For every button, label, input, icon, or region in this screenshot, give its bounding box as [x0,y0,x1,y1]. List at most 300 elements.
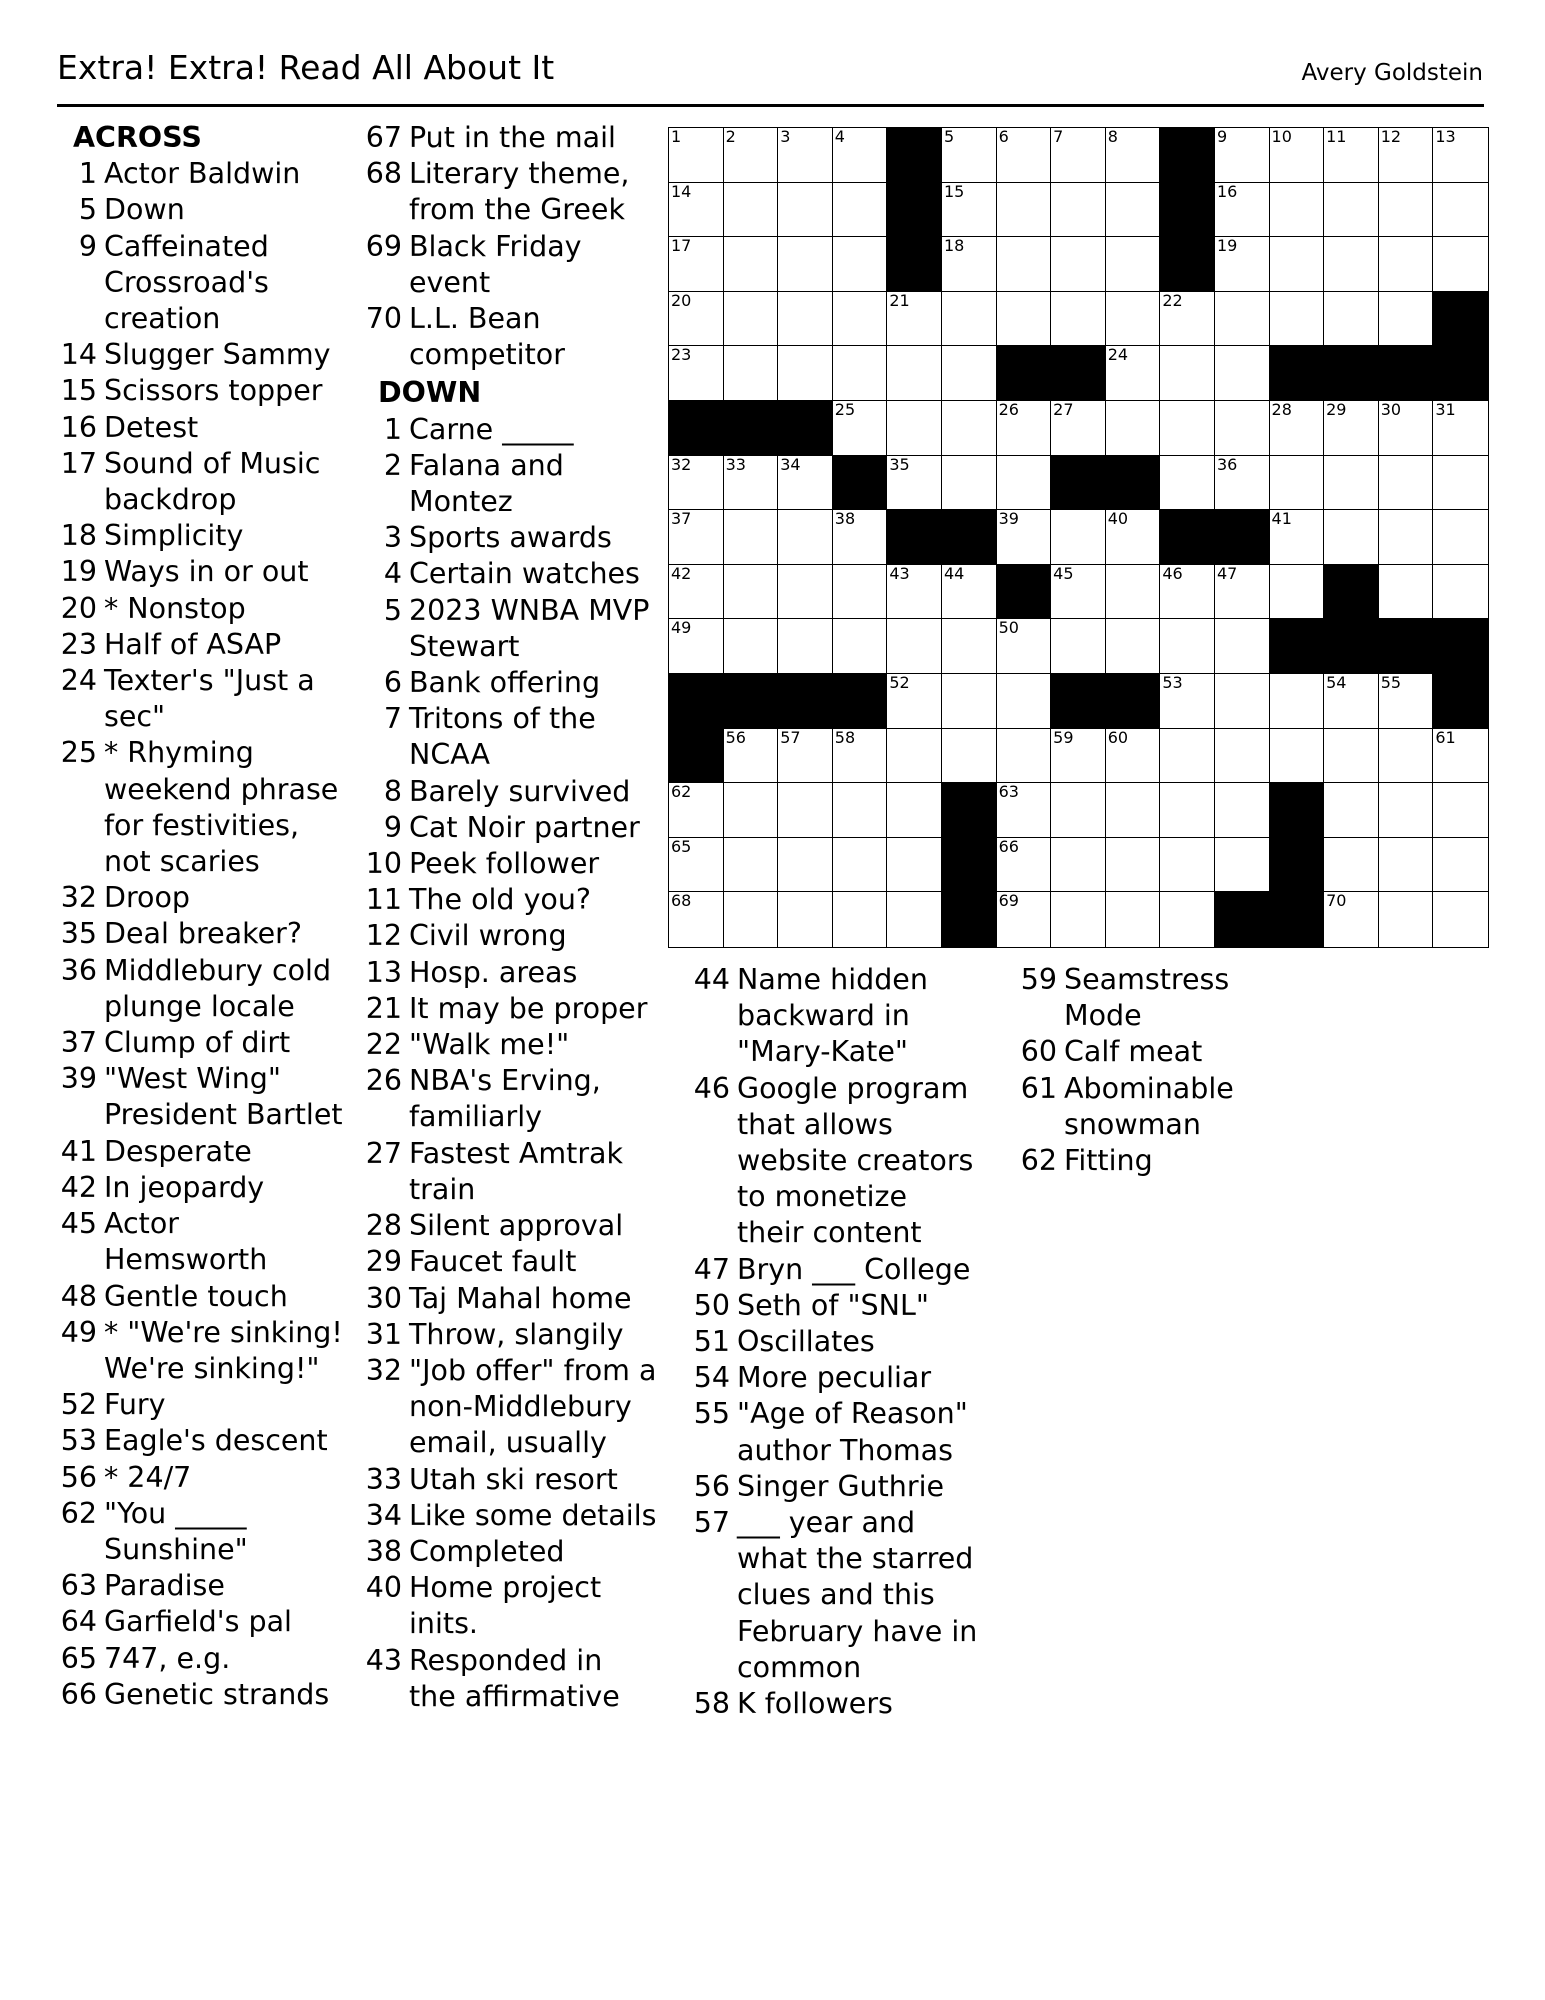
grid-cell[interactable] [778,128,833,183]
across-clue[interactable] [57,1134,347,1170]
down-clue[interactable] [362,882,657,918]
grid-cell[interactable] [1106,565,1161,620]
across-clue[interactable] [57,663,347,735]
down-clue[interactable] [690,1324,980,1360]
clue-text: Cat Noir partner [409,810,640,844]
black-square [1270,838,1325,893]
grid-cell[interactable] [1215,292,1270,347]
grid-cell[interactable] [997,783,1052,838]
grid-cell[interactable] [887,838,942,893]
grid-cell[interactable] [1051,892,1106,947]
down-clue[interactable] [362,1570,657,1642]
grid-cell[interactable] [1051,237,1106,292]
grid-cell[interactable] [1051,729,1106,784]
down-clue[interactable] [362,1027,657,1063]
grid-cell[interactable] [1215,346,1270,401]
grid-cell[interactable] [833,128,888,183]
grid-cell[interactable] [1324,510,1379,565]
grid-cell[interactable] [1270,510,1325,565]
down-clue[interactable] [362,1244,657,1280]
grid-cell[interactable] [833,401,888,456]
across-clue[interactable] [57,192,347,228]
grid-cell[interactable] [833,838,888,893]
grid-cell[interactable] [997,729,1052,784]
across-clue[interactable] [57,1061,347,1133]
down-clue[interactable] [362,520,657,556]
across-clue[interactable] [57,953,347,1025]
across-clue[interactable] [57,229,347,338]
down-clue[interactable] [362,1498,657,1534]
clue-number: 28 [365,1209,402,1243]
grid-cell[interactable] [1379,510,1434,565]
down-clue[interactable] [362,1136,657,1208]
clue-text: ___ year and what the starred clues and this February have in common [737,1506,978,1684]
black-square [942,838,997,893]
crossword-grid [668,127,1489,948]
clue-text: It may be proper [409,991,648,1025]
grid-cell[interactable] [1215,456,1270,511]
across-clue[interactable] [57,1170,347,1206]
grid-cell[interactable] [1215,838,1270,893]
grid-cell[interactable] [887,783,942,838]
clue-text: Seth of "SNL" [737,1288,929,1322]
grid-cell[interactable] [724,510,779,565]
across-clue[interactable] [57,591,347,627]
cell-number: 9 [1216,127,1228,146]
grid-cell[interactable] [1215,401,1270,456]
across-clue[interactable] [57,373,347,409]
grid-cell[interactable] [778,783,833,838]
clue-number: 42 [60,1170,97,1204]
grid-cell[interactable] [669,838,724,893]
down-clue[interactable] [362,1281,657,1317]
down-clue[interactable] [690,1360,980,1396]
black-square [1215,892,1270,947]
clue-number: 4 [383,557,402,591]
grid-cell[interactable] [1379,401,1434,456]
cell-number: 69 [998,891,1019,911]
grid-cell[interactable] [1379,183,1434,238]
grid-cell[interactable] [778,237,833,292]
grid-cell[interactable] [1433,456,1488,511]
down-clue[interactable] [1017,1143,1307,1179]
clue-text: Black Friday event [409,229,582,299]
grid-cell[interactable] [1106,892,1161,947]
grid-cell[interactable] [778,510,833,565]
grid-cell[interactable] [1324,892,1379,947]
grid-cell[interactable] [1215,183,1270,238]
grid-cell[interactable] [997,401,1052,456]
grid-cell[interactable] [1106,510,1161,565]
across-clue[interactable] [57,1279,347,1315]
grid-cell[interactable] [1270,183,1325,238]
down-clue[interactable] [362,556,657,592]
grid-cell[interactable] [997,619,1052,674]
grid-cell[interactable] [1160,565,1215,620]
grid-cell[interactable] [669,565,724,620]
across-clue[interactable] [57,1641,347,1677]
down-clue[interactable] [1017,1034,1307,1070]
grid-cell[interactable] [887,346,942,401]
cell-number: 28 [1271,399,1292,419]
grid-cell[interactable] [1379,237,1434,292]
grid-cell[interactable] [1215,729,1270,784]
grid-cell[interactable] [887,565,942,620]
across-clue[interactable] [57,1423,347,1459]
across-clue[interactable] [57,916,347,952]
grid-cell[interactable] [942,565,997,620]
grid-cell[interactable] [1160,292,1215,347]
grid-cell[interactable] [833,783,888,838]
across-clue[interactable] [362,301,657,373]
across-clue[interactable] [362,120,657,156]
grid-cell[interactable] [1433,892,1488,947]
grid-cell[interactable] [942,292,997,347]
clue-number: 47 [693,1252,730,1286]
grid-cell[interactable] [1215,674,1270,729]
across-clue[interactable] [362,156,657,228]
clue-number: 48 [60,1279,97,1313]
down-clue[interactable] [362,412,657,448]
clue-number: 65 [60,1641,97,1675]
across-clue[interactable] [57,446,347,518]
grid-cell[interactable] [1160,619,1215,674]
grid-cell[interactable] [833,183,888,238]
grid-cell[interactable] [1106,401,1161,456]
grid-cell[interactable] [833,292,888,347]
down-clue[interactable] [690,1505,980,1686]
grid-cell[interactable] [1160,783,1215,838]
grid-cell[interactable] [778,292,833,347]
grid-cell[interactable] [997,838,1052,893]
cell-number: 14 [671,181,692,201]
down-clue[interactable] [690,962,980,1071]
grid-cell[interactable] [942,729,997,784]
grid-cell[interactable] [1379,729,1434,784]
black-square [778,401,833,456]
across-clue[interactable] [57,1387,347,1423]
grid-cell[interactable] [669,346,724,401]
grid-cell[interactable] [942,237,997,292]
grid-cell[interactable] [1106,346,1161,401]
down-clue[interactable] [362,810,657,846]
grid-cell[interactable] [1270,456,1325,511]
across-clue[interactable] [362,229,657,301]
grid-cell[interactable] [833,346,888,401]
grid-cell[interactable] [778,565,833,620]
grid-cell[interactable] [1324,456,1379,511]
grid-cell[interactable] [942,674,997,729]
grid-cell[interactable] [724,838,779,893]
grid-cell[interactable] [669,892,724,947]
grid-cell[interactable] [997,674,1052,729]
across-clue[interactable] [57,1604,347,1640]
grid-cell[interactable] [1051,401,1106,456]
cell-number: 47 [1216,563,1238,583]
grid-cell[interactable] [1379,565,1434,620]
clue-number: 2 [383,448,402,482]
grid-cell[interactable] [778,346,833,401]
grid-cell[interactable] [1160,838,1215,893]
grid-cell[interactable] [1433,510,1488,565]
grid-cell[interactable] [778,619,833,674]
clue-number: 55 [693,1397,730,1431]
down-clue[interactable] [690,1686,980,1722]
grid-cell[interactable] [833,510,888,565]
cell-number: 38 [834,509,856,529]
grid-cell[interactable] [887,729,942,784]
grid-cell[interactable] [1051,292,1106,347]
across-clue[interactable] [57,156,347,192]
grid-cell[interactable] [1051,183,1106,238]
grid-cell[interactable] [669,456,724,511]
grid-cell[interactable] [1379,292,1434,347]
grid-cell[interactable] [997,237,1052,292]
cell-number: 37 [671,509,692,529]
grid-cell[interactable] [887,892,942,947]
down-clue[interactable] [690,1469,980,1505]
clue-number: 8 [383,774,402,808]
grid-cell[interactable] [1270,674,1325,729]
grid-cell[interactable] [1379,892,1434,947]
down-clue[interactable] [362,448,657,520]
grid-cell[interactable] [669,237,724,292]
grid-cell[interactable] [997,292,1052,347]
grid-cell[interactable] [1270,128,1325,183]
grid-cell[interactable] [1270,237,1325,292]
grid-cell[interactable] [887,619,942,674]
across-clue[interactable] [57,337,347,373]
down-clue[interactable] [362,1208,657,1244]
grid-cell[interactable] [1160,401,1215,456]
cell-number: 27 [1053,399,1074,419]
grid-cell[interactable] [1324,838,1379,893]
down-clue[interactable] [362,991,657,1027]
grid-cell[interactable] [1379,128,1434,183]
clue-text: Texter's "Just a sec" [104,664,315,734]
down-clue[interactable] [362,1063,657,1135]
grid-cell[interactable] [1051,838,1106,893]
grid-cell[interactable] [778,892,833,947]
grid-cell[interactable] [1324,783,1379,838]
grid-cell[interactable] [1160,729,1215,784]
grid-cell[interactable] [1160,346,1215,401]
grid-cell[interactable] [1215,619,1270,674]
across-clue[interactable] [57,627,347,663]
grid-cell[interactable] [1379,838,1434,893]
clue-number: 34 [365,1498,402,1532]
grid-cell[interactable] [724,346,779,401]
down-clue[interactable] [362,1534,657,1570]
grid-cell[interactable] [997,510,1052,565]
clue-text: Slugger Sammy [104,338,331,372]
grid-cell[interactable] [887,674,942,729]
grid-cell[interactable] [1106,619,1161,674]
grid-cell[interactable] [833,565,888,620]
down-clue[interactable] [362,665,657,701]
across-clue[interactable] [57,1496,347,1568]
clue-text: Barely survived [409,774,631,808]
grid-cell[interactable] [887,292,942,347]
across-clue[interactable] [57,1315,347,1387]
grid-cell[interactable] [669,619,724,674]
grid-cell[interactable] [1379,674,1434,729]
grid-cell[interactable] [1433,183,1488,238]
down-clue[interactable] [1017,1071,1307,1143]
down-clue[interactable] [690,1396,980,1468]
down-clue[interactable] [690,1288,980,1324]
grid-cell[interactable] [1270,401,1325,456]
across-clue[interactable] [57,1025,347,1061]
down-clue[interactable] [690,1071,980,1252]
grid-cell[interactable] [778,729,833,784]
grid-cell[interactable] [887,401,942,456]
grid-cell[interactable] [1051,510,1106,565]
grid-cell[interactable] [1106,783,1161,838]
grid-cell[interactable] [942,456,997,511]
across-clue[interactable] [57,735,347,880]
grid-cell[interactable] [1215,237,1270,292]
black-square [669,674,724,729]
down-clue[interactable] [362,918,657,954]
black-square [1106,674,1161,729]
black-square [1270,346,1325,401]
down-clue[interactable] [362,774,657,810]
grid-cell[interactable] [724,237,779,292]
down-clue[interactable] [362,593,657,665]
grid-cell[interactable] [724,729,779,784]
grid-cell[interactable] [997,128,1052,183]
across-clue[interactable] [57,410,347,446]
grid-cell[interactable] [1051,783,1106,838]
down-clue[interactable] [1017,962,1307,1034]
down-clue[interactable] [362,1643,657,1715]
grid-cell[interactable] [942,401,997,456]
grid-cell[interactable] [833,892,888,947]
grid-cell[interactable] [1106,838,1161,893]
grid-cell[interactable] [1324,729,1379,784]
cell-number: 18 [943,236,965,256]
grid-cell[interactable] [1324,128,1379,183]
grid-cell[interactable] [724,456,779,511]
down-clue[interactable] [362,955,657,991]
grid-cell[interactable] [997,892,1052,947]
down-clue[interactable] [362,846,657,882]
grid-cell[interactable] [1324,183,1379,238]
clue-number: 63 [60,1569,97,1603]
grid-cell[interactable] [942,619,997,674]
clue-number: 26 [365,1064,402,1098]
grid-cell[interactable] [1160,456,1215,511]
down-clue[interactable] [690,1252,980,1288]
cell-number: 2 [725,127,736,146]
grid-cell[interactable] [724,292,779,347]
grid-cell[interactable] [1160,892,1215,947]
grid-cell[interactable] [778,456,833,511]
grid-cell[interactable] [669,183,724,238]
grid-cell[interactable] [1324,292,1379,347]
black-square [1379,619,1434,674]
grid-cell[interactable] [669,783,724,838]
grid-cell[interactable] [1270,292,1325,347]
grid-cell[interactable] [1051,619,1106,674]
grid-cell[interactable] [1215,565,1270,620]
across-clue[interactable] [57,518,347,554]
clue-number: 30 [365,1281,402,1315]
grid-cell[interactable] [724,565,779,620]
down-clue[interactable] [362,701,657,773]
down-clue[interactable] [362,1462,657,1498]
across-clue[interactable] [57,1460,347,1496]
grid-cell[interactable] [724,619,779,674]
grid-cell[interactable] [724,783,779,838]
grid-cell[interactable] [724,892,779,947]
grid-cell[interactable] [1379,456,1434,511]
grid-cell[interactable] [1433,128,1488,183]
grid-cell[interactable] [833,729,888,784]
grid-cell[interactable] [1270,729,1325,784]
down-clue[interactable] [362,1317,657,1353]
grid-cell[interactable] [1106,729,1161,784]
grid-cell[interactable] [942,183,997,238]
clue-number: 31 [365,1317,402,1351]
across-clue[interactable] [57,880,347,916]
grid-cell[interactable] [1106,128,1161,183]
grid-cell[interactable] [833,619,888,674]
grid-cell[interactable] [1106,292,1161,347]
grid-cell[interactable] [1215,783,1270,838]
grid-cell[interactable] [1324,237,1379,292]
grid-cell[interactable] [1433,565,1488,620]
grid-cell[interactable] [1051,565,1106,620]
grid-cell[interactable] [1051,128,1106,183]
grid-cell[interactable] [1324,401,1379,456]
grid-cell[interactable] [1270,565,1325,620]
grid-cell[interactable] [1106,183,1161,238]
grid-cell[interactable] [1433,838,1488,893]
grid-cell[interactable] [997,183,1052,238]
grid-cell[interactable] [669,510,724,565]
grid-cell[interactable] [997,456,1052,511]
grid-cell[interactable] [1433,729,1488,784]
grid-cell[interactable] [778,838,833,893]
cell-number: 20 [671,290,692,310]
across-clue[interactable] [57,1206,347,1278]
grid-cell[interactable] [1433,783,1488,838]
grid-cell[interactable] [1379,783,1434,838]
grid-cell[interactable] [1433,237,1488,292]
grid-cell[interactable] [1433,401,1488,456]
down-clue[interactable] [362,1353,657,1462]
grid-cell[interactable] [942,346,997,401]
grid-cell[interactable] [1324,674,1379,729]
clue-text: Completed [409,1534,565,1568]
grid-cell[interactable] [669,128,724,183]
across-clue[interactable] [57,1677,347,1713]
grid-cell[interactable] [1215,128,1270,183]
grid-cell[interactable] [724,128,779,183]
grid-cell[interactable] [1160,674,1215,729]
grid-cell[interactable] [833,237,888,292]
grid-cell[interactable] [778,183,833,238]
grid-cell[interactable] [942,128,997,183]
grid-cell[interactable] [669,292,724,347]
grid-cell[interactable] [724,183,779,238]
grid-cell[interactable] [1106,237,1161,292]
grid-cell[interactable] [887,456,942,511]
across-clue[interactable] [57,554,347,590]
across-clue[interactable] [57,1568,347,1604]
